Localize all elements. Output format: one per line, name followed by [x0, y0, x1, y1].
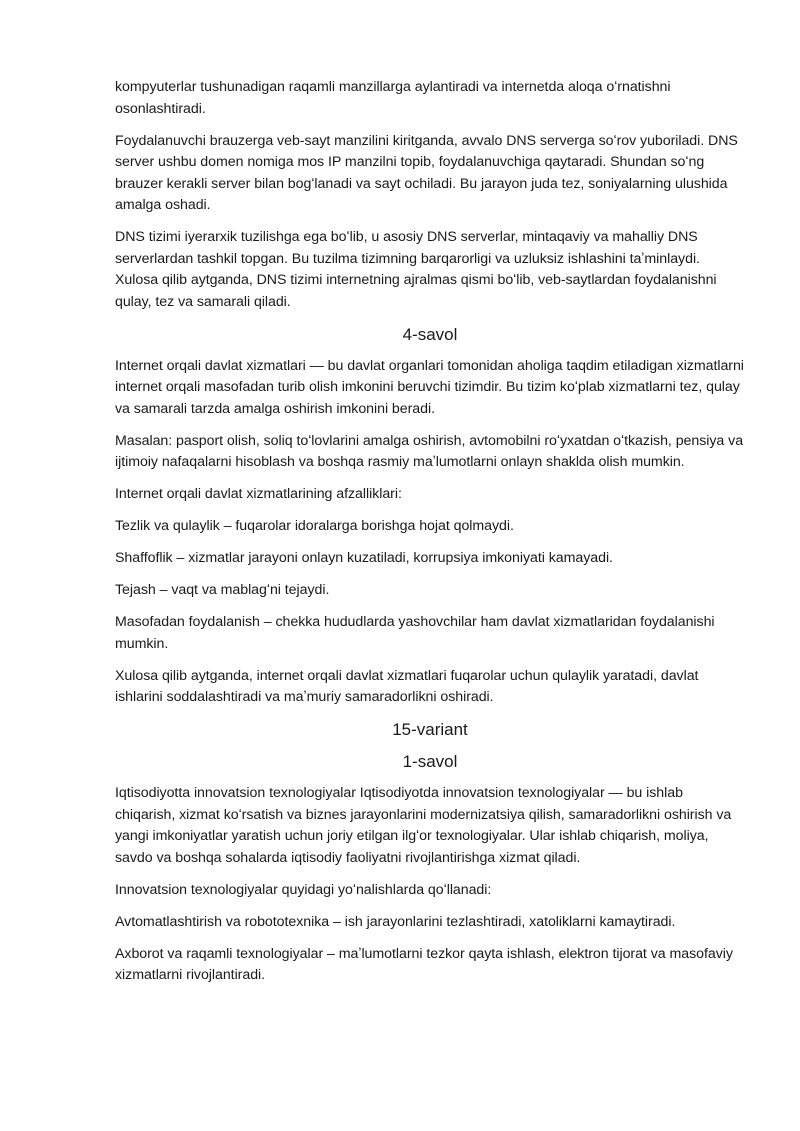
paragraph-innovation-directions: Innovatsion texnologiyalar quyidagi yoʻnalishlarda qoʻllanadi: [115, 881, 492, 898]
paragraph-dns-intro-end: kompyuterlar tushunadigan raqamli manzillarga aylantiradi va internetda aloqa oʻrnatishni osonlashtiradi. [115, 79, 671, 117]
paragraph-advantage-remote: Masofadan foydalanish – chekka hududlarda yashovchilar ham davlat xizmatlaridan foydalanishi mumkin. [115, 614, 715, 652]
heading-variant-15: 15-variant [392, 720, 468, 739]
paragraph-advantage-transparency: Shaffoflik – xizmatlar jarayoni onlayn kuzatiladi, korrupsiya imkoniyati kamayadi. [115, 550, 613, 566]
paragraph-advantage-speed: Tezlik va qulaylik – fuqarolar idoralarga borishga hojat qolmaydi. [115, 518, 514, 534]
paragraph-dns-hierarchy: DNS tizimi iyerarxik tuzilishga ega boʻlib, u asosiy DNS serverlar, mintaqaviy va mahalliy DNS serverlardan tashkil topgan. Bu tuzilma tizimning barqarorligi va uzluksiz ishlashini taʼminlaydi. Xulosa qilib aytganda, DNS tizimi internetning ajralmas qismi boʻlib, veb-saytlardan foydalanishni qulay, tez va samarali qiladi. [115, 229, 717, 310]
paragraph-egov-definition: Internet orqali davlat xizmatlari — bu davlat organlari tomonidan aholiga taqdim etiladigan xizmatlarni internet orqali masofadan turib olish imkonini beruvchi tizimdir. Bu tizim koʻplab xizmatlarni tez, qulay va samarali tarzda amalga oshirish imkonini beradi. [115, 357, 744, 417]
paragraph-advantage-saving: Tejash – vaqt va mablagʻni tejaydi. [115, 582, 330, 598]
heading-question-1: 1-savol [402, 752, 458, 771]
paragraph-egov-conclusion: Xulosa qilib aytganda, internet orqali davlat xizmatlari fuqarolar uchun qulaylik yaratadi, davlat ishlarini soddalashtiradi va maʼmuriy samaradorlikni oshiradi. [115, 667, 699, 705]
paragraph-dns-process: Foydalanuvchi brauzerga veb-sayt manzilini kiritganda, avvalo DNS serverga soʻrov yuboriladi. DNS server ushbu domen nomiga mos IP manzilni topib, foydalanuvchiga qaytaradi. Shundan soʻng brauzer kerakli server bilan bogʻlanadi va sayt ochiladi. Bu jarayon juda tez, soniyalarning ulushida amalga oshadi. [115, 132, 738, 213]
paragraph-innovation-definition: Iqtisodiyotta innovatsion texnologiyalar Iqtisodiyotda innovatsion texnologiyalar — bu ishlab chiqarish, xizmat koʻrsatish va biznes jarayonlarini modernizatsiya qilish, samaradorlikni oshirish va yangi imkoniyatlar yaratish uchun joriy etilgan ilgʻor texnologiyalar. Ular ishlab chiqarish, moliya, savdo va boshqa sohalarda iqtisodiy faoliyatni rivojlantirishga xizmat qiladi. [115, 785, 732, 866]
paragraph-automation: Avtomatlashtirish va robototexnika – ish jarayonlarini tezlashtiradi, xatoliklarni kamaytiradi. [115, 913, 676, 930]
document-page [115, 77, 745, 997]
paragraph-egov-advantages-title: Internet orqali davlat xizmatlarining afzalliklari: [115, 486, 402, 502]
paragraph-egov-examples: Masalan: pasport olish, soliq toʻlovlarini amalga oshirish, avtomobilni roʻyxatdan oʻtkazish, pensiya va ijtimoiy nafaqalarni hisoblash va boshqa rasmiy maʼlumotlarni onlayn shaklda olish mumkin. [115, 432, 744, 470]
paragraph-digital-tech: Axborot va raqamli texnologiyalar – maʼlumotlarni tezkor qayta ishlash, elektron tijorat va masofaviy xizmatlarni rivojlantiradi. [115, 945, 733, 983]
heading-question-4: 4-savol [402, 324, 458, 344]
